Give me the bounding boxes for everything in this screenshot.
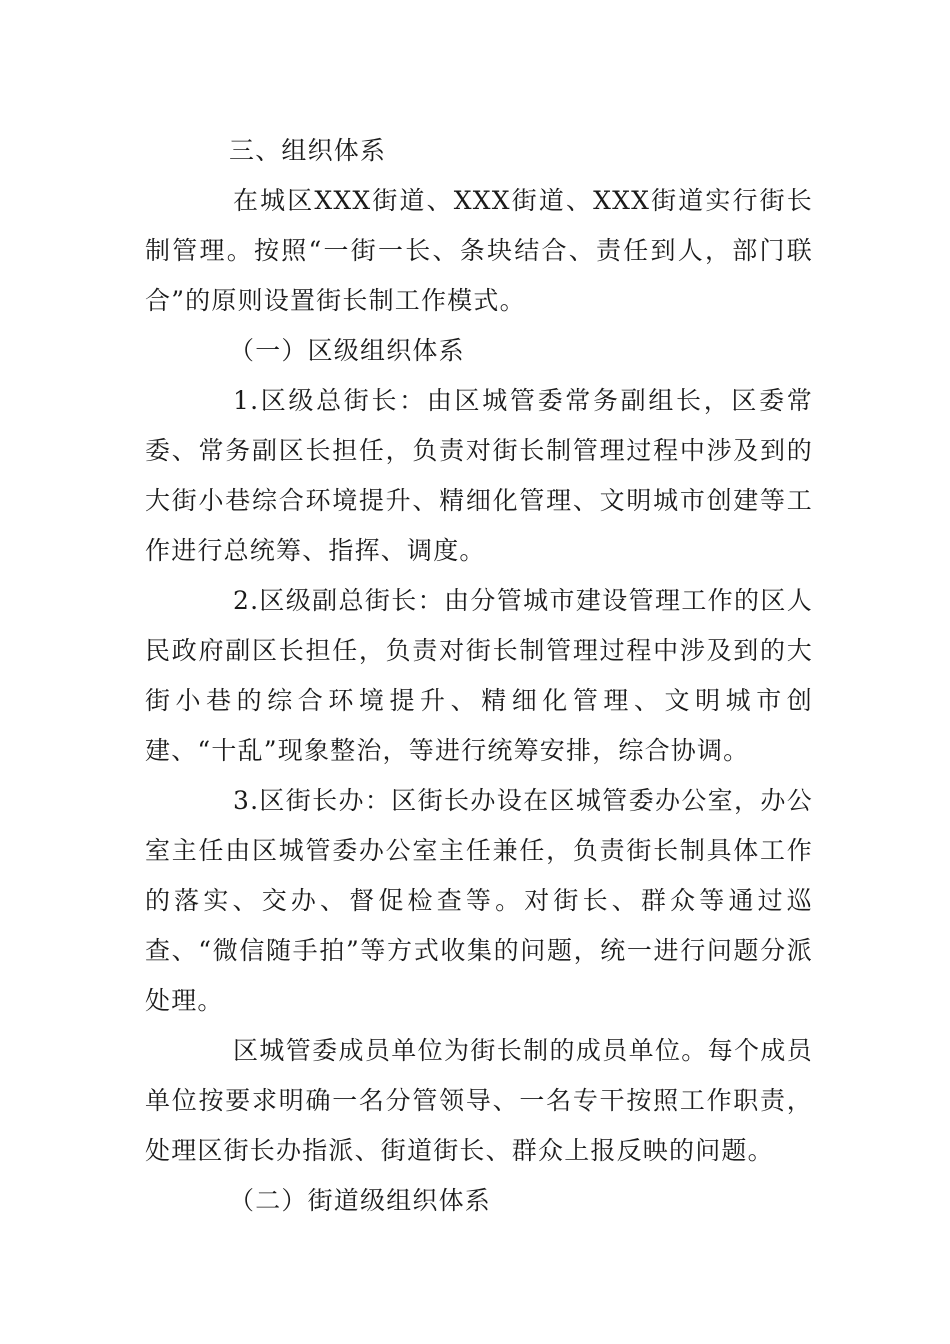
paragraph-district-deputy-chief: 2.区级副总街长：由分管城市建设管理工作的区人民政府副区长担任，负责对街长制管理过程中涉及到的大街小巷的综合环境提升、精细化管理、文明城市创建、“十乱”现象整治，等进行统筹安排，综合协调。 — [145, 586, 813, 765]
document-body — [145, 126, 813, 1226]
paragraph-member-units: 区城管委成员单位为街长制的成员单位。每个成员单位按要求明确一名分管领导、一名专干按照工作职责，处理区街长办指派、街道街长、群众上报反映的问题。 — [145, 1036, 813, 1165]
paragraph-district-office: 3.区街长办：区街长办设在区城管委办公室，办公室主任由区城管委办公室主任兼任，负责街长制具体工作的落实、交办、督促检查等。对街长、群众等通过巡查、“微信随手拍”等方式收集的问题，统一进行问题分派处理。 — [145, 786, 813, 1015]
paragraph-street-chief-system: 在城区XXX街道、XXX街道、XXX街道实行街长制管理。按照“一街一长、条块结合、责任到人，部门联合”的原则设置街长制工作模式。 — [145, 186, 813, 315]
section-heading-organization: 三、组织体系 — [229, 136, 387, 165]
subsection-heading-district-level: （一）区级组织体系 — [229, 336, 465, 365]
paragraph-district-chief: 1.区级总街长：由区城管委常务副组长，区委常委、常务副区长担任，负责对街长制管理过程中涉及到的大街小巷综合环境提升、精细化管理、文明城市创建等工作进行总统筹、指挥、调度。 — [145, 386, 813, 565]
subsection-heading-street-level: （二）街道级组织体系 — [229, 1186, 492, 1215]
